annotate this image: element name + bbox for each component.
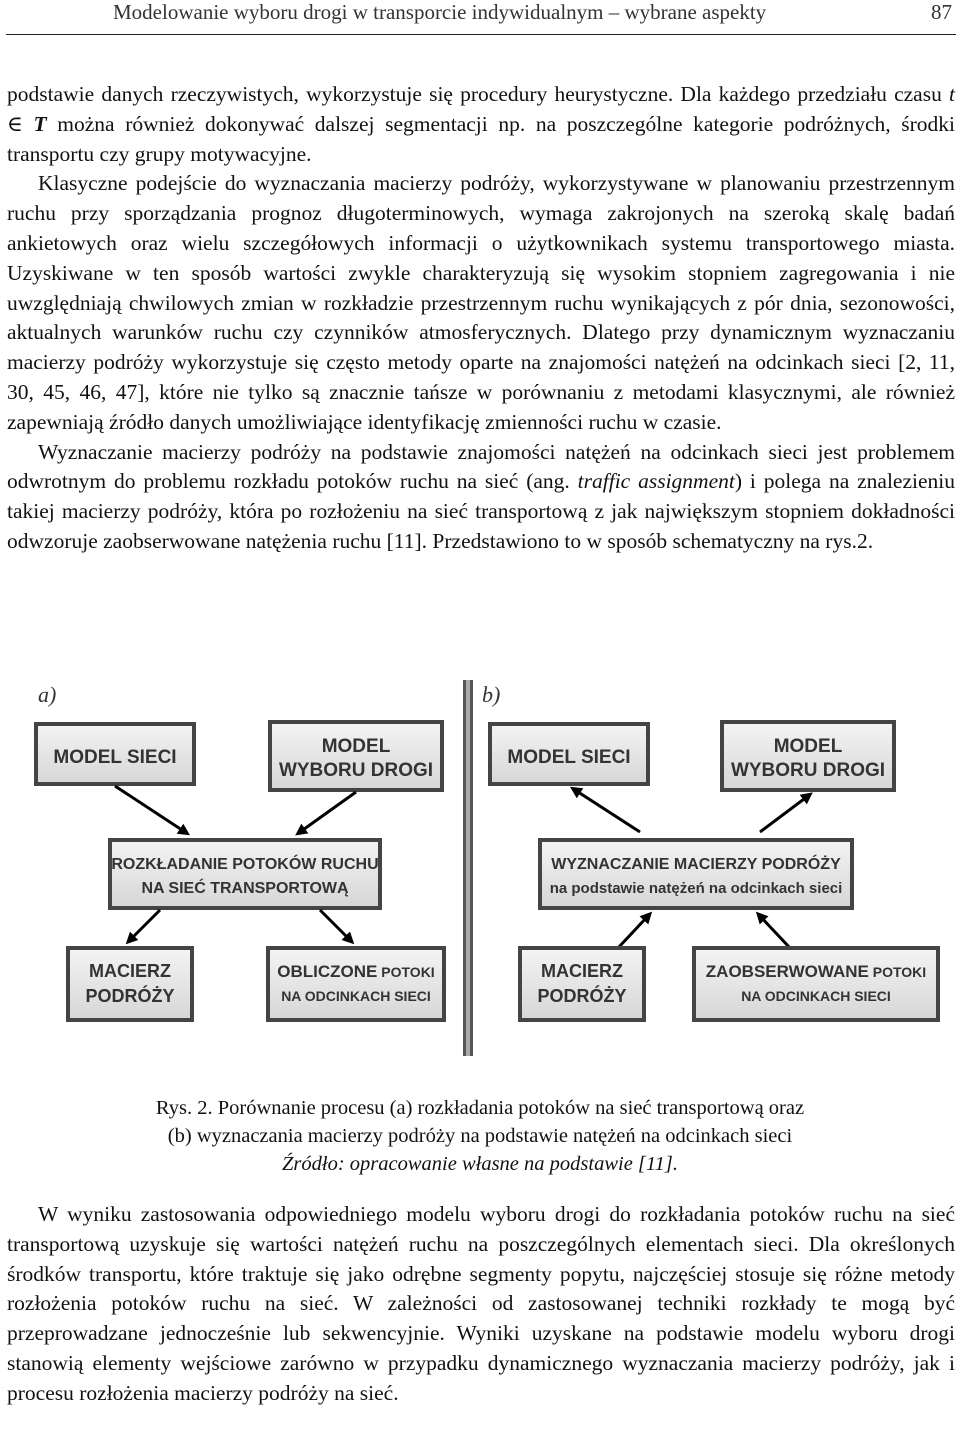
box-a-macierz xyxy=(68,948,192,1020)
paragraph-2: Klasyczne podejście do wyznaczania macierzy podróży, wykorzystywane w planowaniu przestrzennym ruchu przy sporządzania prognoz długoterminowych, wymaga zakrojonych na szeroką skalę badań ankietowych oraz wielu szczegółowych informacji o użytkownikach systemu transportowego miasta. Uzyskiwane w ten sposób wartości zwykle charakteryzują się wysokim stopniem zagregowania i nie uwzględniają chwilowych zmian w rozkładzie przestrzennym ruchu wynikających z pór dnia, sezonowości, aktualnych warunków ruchu czy czynników atmosferycznych. Dlatego przy dynamicznym wyznaczaniu macierzy podróży wykorzystuje się często metody oparte na znajomości natężeń na odcinkach sieci [2, 11, 30, 45, 46, 47], które nie tylko są znacznie tańsze w porównaniu z metodami klasycznymi, ale również zapewniają źródło danych umożliwiające identyfikację zmienności ruchu w czasie. xyxy=(7,171,955,434)
box-b-macierz-line1: MACIERZ xyxy=(541,961,623,981)
box-b-macierz-line2: PODRÓŻY xyxy=(537,986,627,1006)
arrow-a-1 xyxy=(115,786,185,832)
box-b-potoki-line2: NA ODCINKACH SIECI xyxy=(741,988,891,1004)
panel-a xyxy=(36,682,444,1020)
paragraph-4: W wyniku zastosowania odpowiedniego modelu wyboru drogi do rozkładania potoków ruchu na sieć transportową uzyskuje się wartości natężeń ruchu na poszczególnych elementach sieci. Dla określonych środków transportu, które traktuje się jako odrębne segmenty popytu, najczęściej stosuje się różne metody rozłożenia potoków ruchu na sieć. W zależności od zastosowanej techniki rozkłady te mogą być przeprowadzane jednocześnie lub sekwencyjnie. Wyniki uzyskane na podstawie modelu wyboru drogi stanowią elementy wejściowe zarówno w przypadku dynamicznego wyznaczania macierzy podróży, jak i procesu rozłożenia macierzy podróży na sieć. xyxy=(7,1202,955,1405)
running-title: Modelowanie wyboru drogi w transporcie indywidualnym – wybrane aspekty xyxy=(113,0,767,24)
box-a-model-wyboru-line1: MODEL xyxy=(321,736,391,757)
box-a-rozkladanie-line1: ROZKŁADANIE POTOKÓW RUCHU xyxy=(111,856,379,873)
arrow-a-4 xyxy=(320,910,350,940)
figure-caption xyxy=(0,1094,960,1178)
box-a-model-wyboru-line2: WYBORU DROGI xyxy=(278,760,434,781)
arrow-b-3 xyxy=(618,916,648,948)
body-text-top xyxy=(7,80,955,557)
box-b-wyznaczanie xyxy=(540,840,852,908)
paragraph-3 xyxy=(7,438,955,557)
paragraph-1 xyxy=(7,80,955,169)
paragraph-1-part-b: można również dokonywać dalszej segmentacji np. na poszczególne kategorie podróżnych, środki transportu czy grupy motywacyjne. xyxy=(7,111,955,166)
arrow-b-1 xyxy=(575,790,640,832)
box-b-model-wyboru-line2: WYBORU DROGI xyxy=(730,760,886,781)
paragraph-1-part-a: podstawie danych rzeczywistych, wykorzystuje się procedury heurystyczne. Dla każdego przedziału czasu xyxy=(7,82,950,106)
box-b-potoki-line1: ZAOBSERWOWANE POTOKI xyxy=(705,962,927,981)
figure-diagram xyxy=(0,672,960,1062)
arrow-b-4 xyxy=(760,916,790,948)
caption-source: Źródło: opracowanie własne na podstawie [11]. xyxy=(282,1153,678,1175)
box-a-rozkladanie-line2: NA SIEĆ TRANSPORTOWĄ xyxy=(141,880,349,897)
panel-b xyxy=(482,682,938,1020)
arrow-a-3 xyxy=(130,910,160,940)
box-a-potoki-line1: OBLICZONE POTOKI xyxy=(277,962,435,981)
paragraph-3-part-b: ) i polega na znalezieniu takiej macierzy podróży, która po rozłożeniu na sieć transportową z jak największym stopniem dokładności odwzoruje zaobserwowane natężenia ruchu [11]. Przedstawiono to w sposób schematyczny na rys.2. xyxy=(7,469,955,553)
caption-line-2: (b) wyznaczania macierzy podróży na podstawie natężeń na odcinkach sieci xyxy=(167,1125,793,1147)
box-a-rozkladanie xyxy=(110,840,380,908)
box-a-potoki xyxy=(268,948,444,1020)
box-a-potoki-line2: NA ODCINKACH SIECI xyxy=(281,988,431,1004)
box-a-macierz-line1: MACIERZ xyxy=(89,961,171,981)
box-b-potoki xyxy=(694,948,938,1020)
math-t-in: t ∈ xyxy=(7,82,955,136)
math-T: T xyxy=(33,111,47,136)
arrow-b-2 xyxy=(760,796,808,832)
running-header xyxy=(6,0,956,35)
body-text-bottom xyxy=(7,1200,955,1409)
panel-a-label: a) xyxy=(38,682,57,707)
box-b-model-sieci-text: MODEL SIECI xyxy=(507,747,631,768)
caption-line-1: Rys. 2. Porównanie procesu (a) rozkładania potoków na sieć transportową oraz xyxy=(155,1097,805,1119)
box-b-wyznaczanie-line2: na podstawie natężeń na odcinkach sieci xyxy=(549,880,843,897)
page-number: 87 xyxy=(931,0,952,24)
paragraph-3-part-a: Wyznaczanie macierzy podróży na podstawie znajomości natężeń na odcinkach sieci jest problemem odwrotnym do problemu rozkładu potoków ruchu na sieć (ang. xyxy=(7,439,955,494)
box-a-macierz-line2: PODRÓŻY xyxy=(85,986,175,1006)
box-b-macierz xyxy=(520,948,644,1020)
arrow-a-2 xyxy=(300,792,356,832)
box-a-model-sieci-text: MODEL SIECI xyxy=(53,747,177,768)
panel-b-label: b) xyxy=(482,682,501,707)
box-b-wyznaczanie-line1: WYZNACZANIE MACIERZY PODRÓŻY xyxy=(551,856,841,873)
box-b-model-wyboru-line1: MODEL xyxy=(773,736,843,757)
paragraph-3-italic: traffic assignment xyxy=(577,469,735,494)
